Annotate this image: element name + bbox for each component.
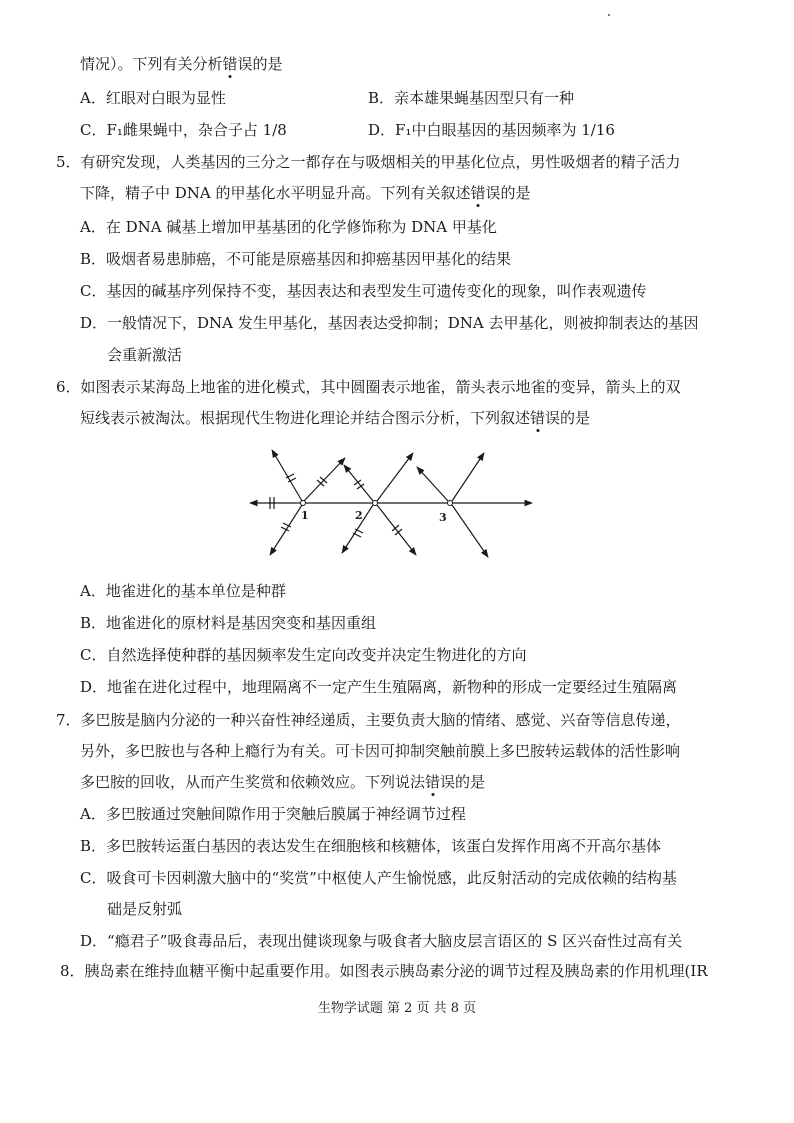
q6-stem-line1: 6．如图表示某海岛上地雀的进化模式，其中圆圈表示地雀，箭头表示地雀的变异，箭头上的双 <box>56 378 681 396</box>
scan-mark <box>608 14 610 16</box>
q7-option-a: A．多巴胺通过突触间隙作用于突触后膜属于神经调节过程 <box>80 805 466 823</box>
n3-up-left <box>417 467 448 501</box>
q5-stem-line1: 5．有研究发现，人类基因的三分之一都存在与吸烟相关的甲基化位点，男性吸烟者的精子活力 <box>56 153 681 171</box>
q5-option-c: C．基因的碱基序列保持不变，基因表达和表型发生可遗传变化的现象，叫作表观遗传 <box>80 282 647 300</box>
n2-up-right <box>377 453 413 501</box>
n2-down-right <box>377 505 416 555</box>
q4-option-a: A．红眼对白眼为显性 <box>80 89 226 107</box>
emphasis-dot: 错 <box>222 55 238 73</box>
emphasis-dot: 错 <box>470 184 486 202</box>
q4-option-b: B．亲本雄果蝇基因型只有一种 <box>368 89 575 107</box>
q6-stem-line2: 短线表示被淘汰。根据现代生物进化理论并结合图示分析，下列叙述错误的是 <box>80 409 591 427</box>
q8-stem-line1: 8．胰岛素在维持血糖平衡中起重要作用。如图表示胰岛素分泌的调节过程及胰岛素的作用机理(IR <box>60 962 708 980</box>
q5-option-a: A．在 DNA 碱基上增加甲基基团的化学修饰称为 DNA 甲基化 <box>80 218 497 236</box>
evolution-diagram <box>240 445 540 570</box>
q5-option-d-line1: D．一般情况下，DNA 发生甲基化，基因表达受抑制；DNA 去甲基化，则被抑制表达的基因 <box>80 314 699 332</box>
q6-option-a: A．地雀进化的基本单位是种群 <box>80 582 286 600</box>
node-1-label: 1 <box>301 509 309 522</box>
node-3 <box>448 501 453 506</box>
q4-option-d: D．F₁中白眼基因的基因频率为 1/16 <box>368 121 615 139</box>
q4-stem: 情况）。下列有关分析错误的是 <box>80 55 283 73</box>
emphasis-dot: 错 <box>425 773 441 791</box>
node-1 <box>301 501 306 506</box>
q6-option-c: C．自然选择使种群的基因频率发生定向改变并决定生物进化的方向 <box>80 646 527 664</box>
q4-option-c: C．F₁雌果蝇中，杂合子占 1/8 <box>80 121 287 139</box>
q7-stem-line1: 7．多巴胺是脑内分泌的一种兴奋性神经递质，主要负责大脑的情绪、感觉、兴奋等信息传递， <box>56 711 681 729</box>
q6-option-d: D．地雀在进化过程中，地理隔离不一定产生生殖隔离，新物种的形成一定要经过生殖隔离 <box>80 678 678 696</box>
node-2 <box>373 501 378 506</box>
n1-up-right <box>304 458 345 501</box>
page-footer: 生物学试题 第 2 页 共 8 页 <box>317 1001 477 1016</box>
q7-stem-line3: 多巴胺的回收，从而产生奖赏和依赖效应。下列说法错误的是 <box>80 773 486 791</box>
q7-option-c-line1: C．吸食可卡因刺激大脑中的“奖赏”中枢使人产生愉悦感，此反射活动的完成依赖的结构基 <box>80 869 677 887</box>
q7-option-b: B．多巴胺转运蛋白基因的表达发生在细胞核和核糖体，该蛋白发挥作用离不开高尔基体 <box>80 837 662 855</box>
q7-option-d: D．“瘾君子”吸食毒品后，表现出健谈现象与吸食者大脑皮层言语区的 S 区兴奋性过高有关 <box>80 932 683 950</box>
q7-option-c-line2: 础是反射弧 <box>107 900 183 918</box>
node-3-label: 3 <box>439 511 447 524</box>
n2-up-left <box>344 465 373 501</box>
q6-option-b: B．地雀进化的原材料是基因突变和基因重组 <box>80 614 377 632</box>
n1-up-left <box>272 450 302 501</box>
n3-down-right <box>452 505 488 557</box>
q5-option-d-line2: 会重新激活 <box>107 346 183 364</box>
emphasis-dot: 错 <box>530 409 546 427</box>
node-2-label: 2 <box>355 509 363 522</box>
q7-stem-line2: 另外，多巴胺也与各种上瘾行为有关。可卡因可抑制突触前膜上多巴胺转运载体的活性影响 <box>80 742 681 760</box>
n3-up-right <box>452 453 484 501</box>
q5-option-b: B．吸烟者易患肺癌，不可能是原癌基因和抑癌基因甲基化的结果 <box>80 250 512 268</box>
q5-stem-line2: 下降，精子中 DNA 的甲基化水平明显升高。下列有关叙述错误的是 <box>80 184 531 202</box>
